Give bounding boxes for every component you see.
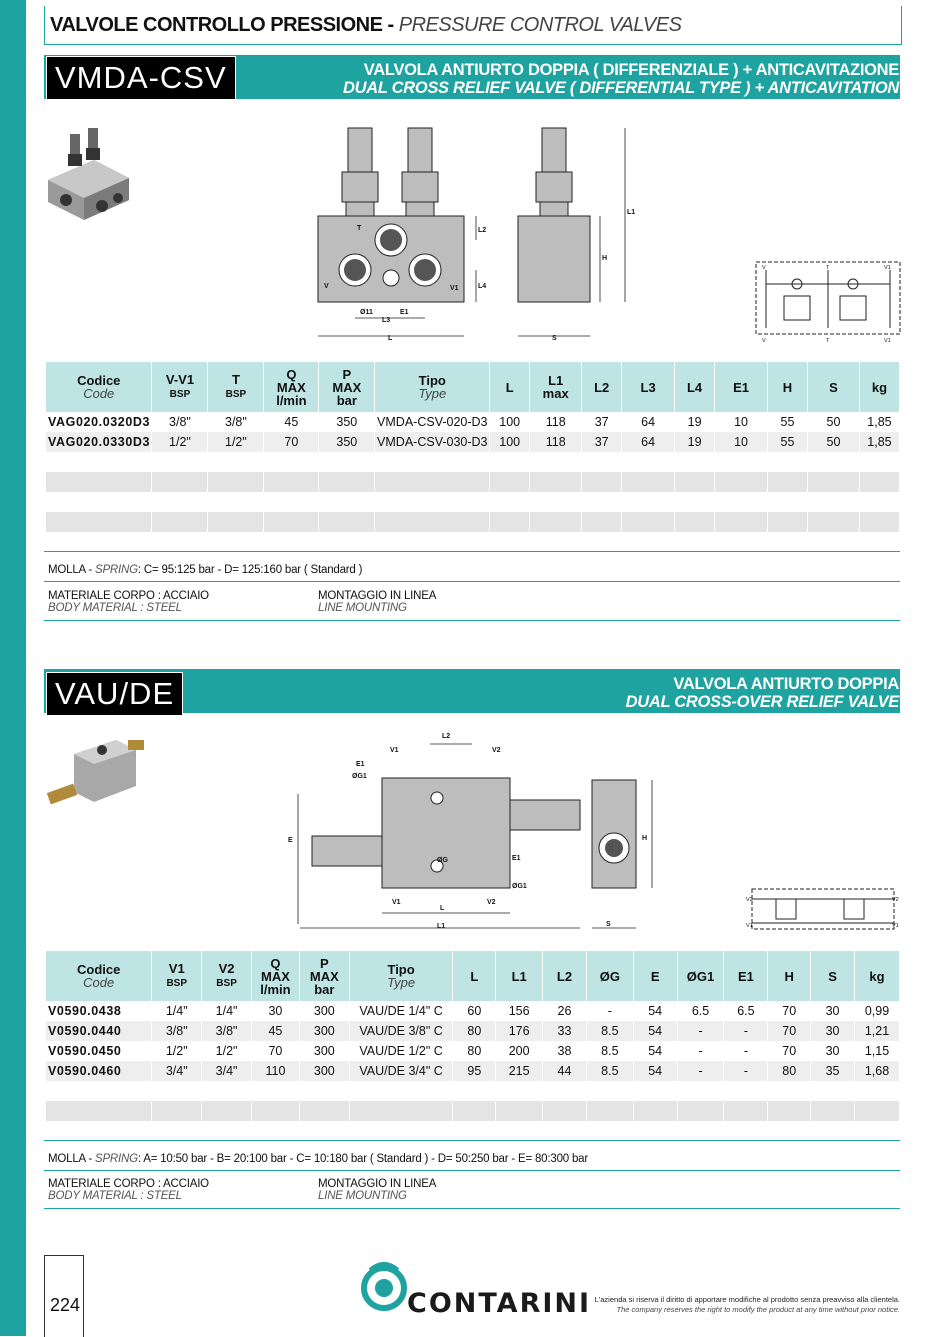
section2-product-photo [44,730,144,815]
col-p: P MAX bar [319,362,375,412]
svg-text:E1: E1 [400,309,409,316]
col-q: Q MAX l/min [264,362,319,412]
svg-text:E: E [288,837,293,844]
col-q: Q MAX l/min [252,951,300,1001]
col-s: S [807,362,859,412]
svg-text:V2: V2 [492,747,501,754]
section1-product-photo [44,120,134,220]
section1-spring-note: MOLLA - SPRING: C= 95:125 bar - D= 125:160 bar ( Standard ) [48,564,363,576]
col-s: S [811,951,855,1001]
svg-text:E1: E1 [512,855,521,862]
col-e: E [633,951,677,1001]
svg-text:L1: L1 [437,923,446,930]
divider [44,1140,900,1141]
col-l: L [453,951,496,1001]
svg-text:V1: V1 [892,923,899,929]
col-type: Tipo Type [375,362,490,412]
col-e1: E1 [724,951,768,1001]
page-number: 224 [50,1295,81,1315]
brand-logo-icon [360,1260,408,1314]
svg-text:V1: V1 [390,747,399,754]
svg-text:V1: V1 [450,285,459,292]
col-code: Codice Code [46,362,152,412]
section1-spec-table [46,362,900,532]
svg-text:L: L [388,335,393,342]
section2-description: VALVOLA ANTIURTO DOPPIA DUAL CROSS-OVER RELIEF VALVE [625,675,899,711]
col-p: P MAX bar [299,951,349,1001]
divider [44,620,900,621]
section1-description: VALVOLA ANTIURTO DOPPIA ( DIFFERENZIALE ) + ANTICAVITAZIONE DUAL CROSS RELIEF VALVE ( DIFFERENTIAL TYPE ) + ANTICAVITATION [342,61,899,97]
svg-text:Ø11: Ø11 [360,309,373,316]
legal-notice: L'azienda si riserva il diritto di apportare modifiche al prodotto senza preavviso alla clientela. The company reserves the right to modify the product at any time without prior notice. [594,1295,900,1314]
section2-mounting: MONTAGGIO IN LINEA LINE MOUNTING [318,1178,437,1202]
table-row: V0590.0440 3/8" 3/8" 45 300 VAU/DE 3/8" C 80 176 33 8.5 54 - - 70 30 1,21 [46,1021,900,1041]
svg-text:V2: V2 [892,897,899,903]
svg-text:T: T [357,225,362,232]
section1-material: MATERIALE CORPO : ACCIAIO BODY MATERIAL : STEEL [48,590,209,614]
section1-code: VMDA-CSV [46,56,236,100]
left-accent-bar [0,0,26,1336]
svg-text:H: H [602,255,608,262]
section1-mounting: MONTAGGIO IN LINEA LINE MOUNTING [318,590,437,614]
divider [44,1170,900,1171]
col-l: L [490,362,530,412]
col-og1: ØG1 [677,951,724,1001]
table-header-row [46,951,900,1001]
svg-text:V: V [324,283,329,290]
svg-text:L1: L1 [627,209,636,216]
col-l1: L1 max [530,362,582,412]
section1-technical-drawing [300,118,640,344]
svg-text:L4: L4 [478,283,487,290]
svg-text:V2: V2 [746,897,753,903]
section2-material: MATERIALE CORPO : ACCIAIO BODY MATERIAL : STEEL [48,1178,209,1202]
divider [44,1208,900,1209]
section2-hydraulic-schematic [746,885,900,933]
section2-spec-table [46,951,900,1121]
col-l3: L3 [622,362,675,412]
table-header-row [46,362,900,412]
table-row: V0590.0438 1/4" 1/4" 30 300 VAU/DE 1/4" C 60 156 26 - 54 6.5 6.5 70 30 0,99 [46,1001,900,1021]
svg-text:H: H [642,835,648,842]
svg-text:L2: L2 [442,733,451,740]
svg-text:L3: L3 [382,317,391,324]
section1-hydraulic-schematic [756,262,900,344]
brand-logo-text: CONTARINI [407,1288,592,1319]
col-v2: V2 BSP [202,951,252,1001]
col-kg: kg [859,362,899,412]
col-t: T BSP [208,362,264,412]
svg-text:V2: V2 [487,899,496,906]
svg-text:V1: V1 [392,899,401,906]
section2-code: VAU/DE [46,672,183,716]
col-code: Codice Code [46,951,152,1001]
svg-text:L: L [440,905,445,912]
col-h: H [768,362,808,412]
col-v-v1: V-V1 BSP [152,362,208,412]
col-kg: kg [854,951,899,1001]
svg-text:T: T [826,265,830,271]
svg-text:ØG: ØG [437,857,448,864]
col-e1: E1 [715,362,768,412]
col-l4: L4 [675,362,715,412]
svg-text:V1: V1 [884,265,891,271]
table-row: VAG020.0330D3 1/2" 1/2" 70 350 VMDA-CSV-030-D3 100 118 37 64 19 10 55 50 1,85 [46,432,900,452]
section2-technical-drawing [282,728,662,938]
svg-text:ØG1: ØG1 [512,883,527,890]
divider [44,551,900,552]
svg-text:S: S [606,921,611,928]
table-row: V0590.0450 1/2" 1/2" 70 300 VAU/DE 1/2" C 80 200 38 8.5 54 - - 70 30 1,15 [46,1041,900,1061]
col-l2: L2 [582,362,622,412]
col-type: Tipo Type [349,951,453,1001]
svg-text:V1: V1 [746,923,753,929]
table-row: V0590.0460 3/4" 3/4" 110 300 VAU/DE 3/4" C 95 215 44 8.5 54 - - 80 35 1,68 [46,1061,900,1081]
col-v1: V1 BSP [152,951,202,1001]
table-row: VAG020.0320D3 3/8" 3/8" 45 350 VMDA-CSV-020-D3 100 118 37 64 19 10 55 50 1,85 [46,412,900,432]
divider [44,581,900,582]
svg-text:E1: E1 [356,761,365,768]
svg-text:T: T [826,338,830,344]
svg-text:V: V [762,338,766,344]
svg-text:L2: L2 [478,227,487,234]
svg-text:S: S [552,335,557,342]
svg-text:ØG1: ØG1 [352,773,367,780]
page-title: VALVOLE CONTROLLO PRESSIONE - PRESSURE CONTROL VALVES [50,14,682,36]
col-og: ØG [586,951,633,1001]
section2-spring-note: MOLLA - SPRING: A= 10:50 bar - B= 20:100 bar - C= 10:180 bar ( Standard ) - D= 50:250 bar - E= 80:300 bar [48,1153,588,1165]
col-l1: L1 [496,951,543,1001]
col-h: H [768,951,811,1001]
col-l2: L2 [543,951,587,1001]
svg-text:V: V [762,265,766,271]
svg-text:V1: V1 [884,338,891,344]
